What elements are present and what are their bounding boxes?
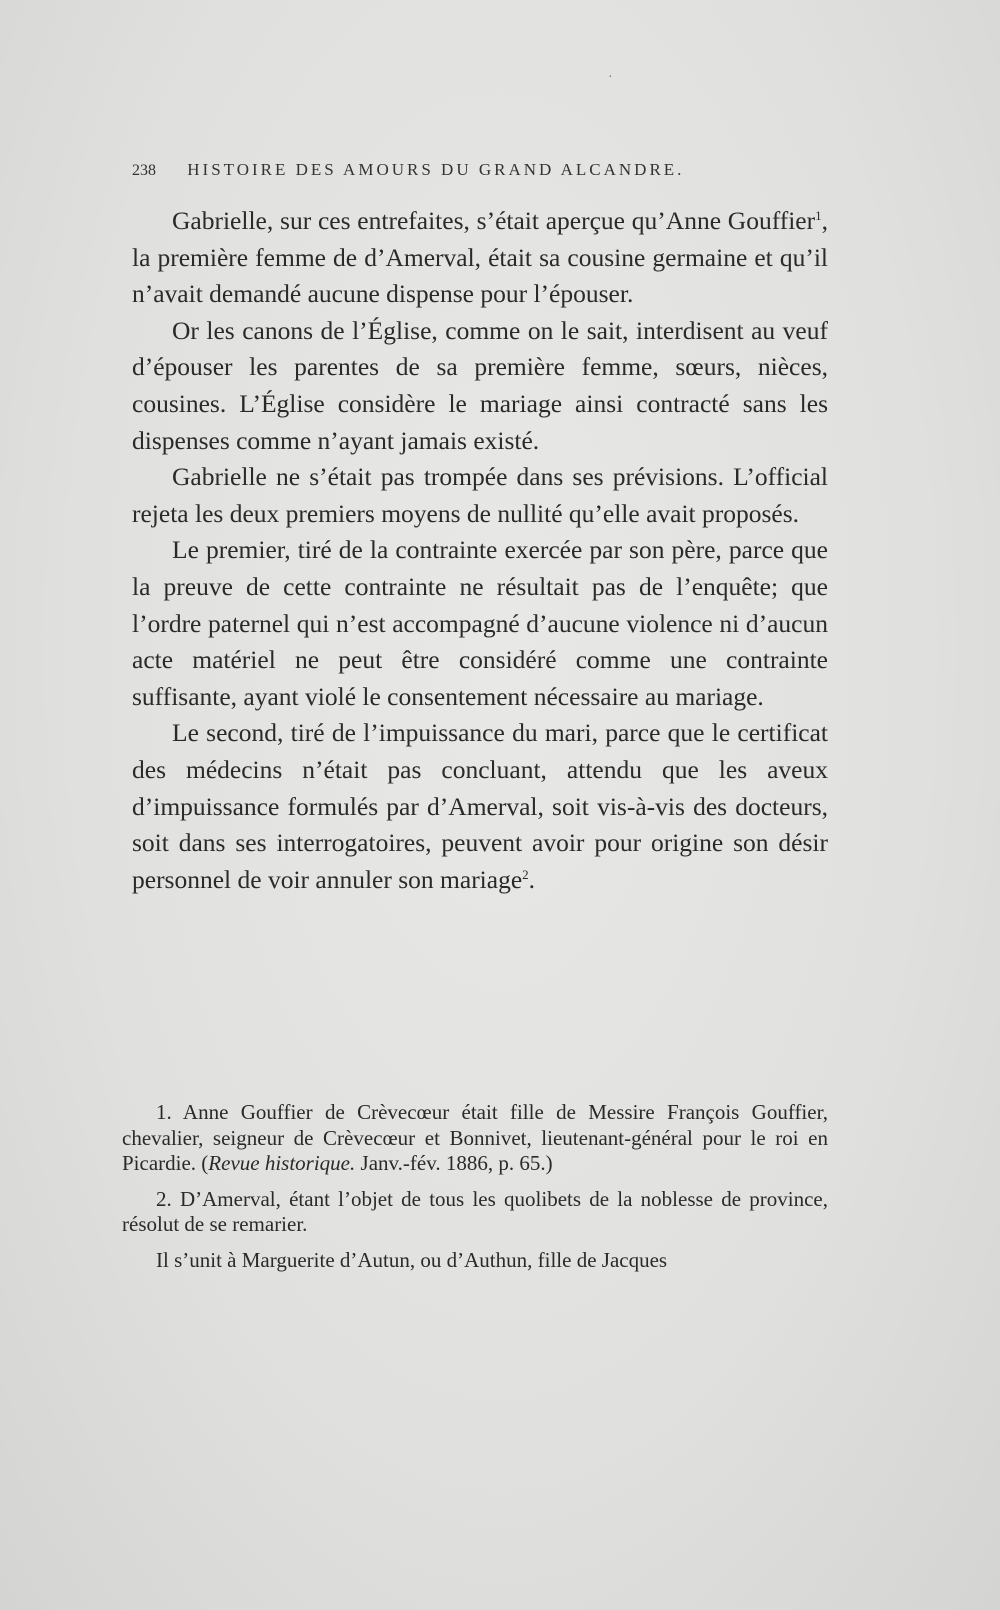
main-text (132, 203, 828, 898)
running-header (132, 160, 832, 180)
footnote-continuation: Il s’unit à Marguerite d’Autun, ou d’Authun, fille de Jacques (156, 1247, 668, 1272)
footnote-ref: 2 (522, 866, 529, 882)
footnotes (122, 1100, 828, 1273)
paragraph: Le second, tiré de l’impuissance du mari, parce que le certificat des médecins n’était pas concluant, attendu que les aveux d’impuissance formulés par d’Amerval, soit vis-à-vis des docteurs, soit dans ses interrogatoires, peuvent avoir pour origine son désir personnel de voir annuler son mariage$^2$. (132, 718, 828, 894)
paragraph: Or les canons de l’Église, comme on le sait, interdisent au veuf d’épouser les parentes de sa première femme, sœurs, nièces, cousines. L’Église considère le mariage ainsi contracté sans les dispenses comme n’ayant jamais existé. (132, 315, 828, 455)
footnote: 2. D’Amerval, étant l’objet de tous les quolibets de la noblesse de province, résolut de se remarier. (122, 1186, 828, 1236)
paragraph: Gabrielle, sur ces entrefaites, s’était aperçue qu’Anne Gouffier$^1$, la première femme de d’Amerval, était sa cousine germaine et qu’il n’avait demandé aucune dispense pour l’épouser. (132, 206, 828, 309)
paragraph: Gabrielle ne s’était pas trompée dans ses prévisions. L’official rejeta les deux premiers moyens de nullité qu’elle avait proposés. (132, 462, 828, 528)
footnote-ref: 1 (815, 208, 822, 223)
footnote: 1. Anne Gouffier de Crèvecœur était fille de Messire François Gouffier, chevalier, seigneur de Crèvecœur et Bonnivet, lieutenant-général pour le roi en Picardie. (Revue historique. Janv.-fév. 1886, p. 65.) (122, 1100, 828, 1175)
paragraph: Le premier, tiré de la contrainte exercée par son père, parce que la preuve de cette contrainte ne résultait pas de l’enquête; que l’ordre paternel qui n’est accompagné d’aucune violence ni d’aucun acte matériel ne peut être considéré comme une contrainte suffisante, ayant violé le consentement nécessaire au mariage. (132, 535, 828, 711)
page-number: 238 (132, 162, 156, 179)
paper-speck: · (608, 70, 613, 85)
running-title: HISTOIRE DES AMOURS DU GRAND ALCANDRE. (187, 160, 685, 179)
